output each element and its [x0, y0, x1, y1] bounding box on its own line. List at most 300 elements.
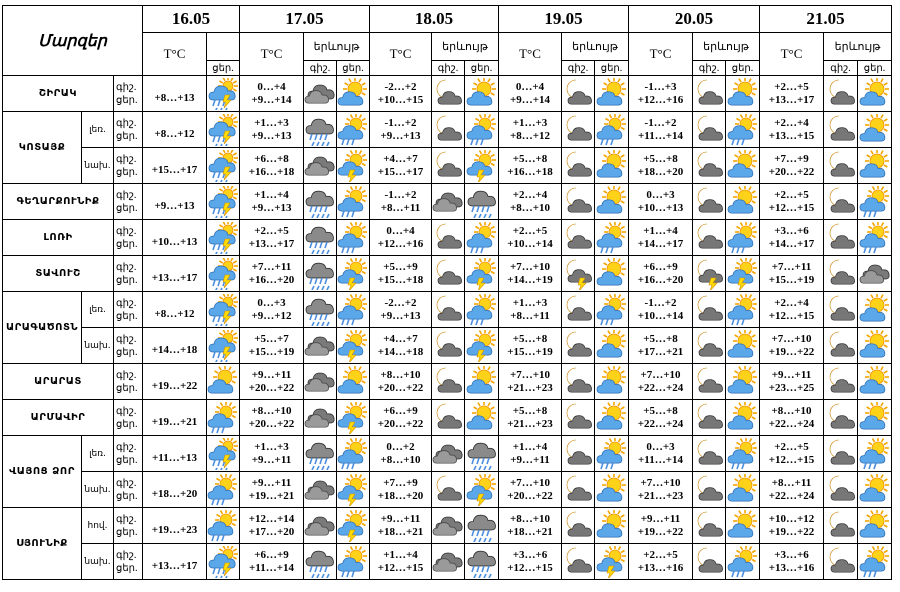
region-row: [3, 472, 892, 508]
sun-rain-icon: [207, 400, 240, 436]
day-temp: +22…+24: [637, 381, 684, 394]
region-name: ԿՈՏԱՅՔ: [3, 112, 82, 184]
moon-cloud-icon: [432, 112, 465, 148]
day-temp: +20…+22: [377, 381, 424, 394]
cloud-dark-icon: [304, 472, 337, 508]
temp-range: [499, 112, 562, 148]
region-row: [3, 364, 892, 400]
sun-cloud-icon: [726, 328, 760, 364]
day-label: ցեր.: [116, 490, 138, 502]
night-temp: +7…+10: [771, 332, 812, 345]
night-temp: +7…+10: [509, 260, 551, 273]
moon-cloud-icon: [562, 292, 595, 328]
day-temp: +21…+23: [507, 381, 553, 394]
day-label: ցեր.: [116, 382, 138, 394]
moon-cloud-icon: [562, 76, 595, 112]
temp-range: [370, 112, 432, 148]
night-temp: +6…+9: [383, 404, 418, 417]
temp-range: [629, 112, 693, 148]
region-row: [3, 256, 892, 292]
night-temp: -1…+2: [384, 188, 417, 201]
day-subheader: ցեր.: [858, 61, 892, 76]
day-temp: +17…+21: [637, 345, 684, 358]
night-label: գիշ.: [116, 297, 137, 309]
day-temp: +9…+11: [510, 453, 550, 466]
zone-label: նախ.: [82, 148, 114, 184]
day-temp: +11…+14: [638, 453, 683, 466]
moon-cloud-icon: [824, 184, 858, 220]
cloud-rain-icon: [465, 436, 499, 472]
night-subheader: գիշ.: [562, 61, 595, 76]
temp-range: [370, 436, 432, 472]
moon-cloud-icon: [693, 148, 726, 184]
temp-range: [629, 184, 693, 220]
sun-cloud-icon: [595, 328, 629, 364]
moon-cloud-icon: [824, 220, 858, 256]
day-temp: +22…+24: [768, 417, 815, 430]
rain-storm-icon: [207, 256, 240, 292]
night-temp: +9…+11: [251, 476, 292, 489]
night-label: գիշ.: [116, 549, 137, 561]
cloud-dark-icon: [432, 508, 465, 544]
temp-range: [629, 364, 693, 400]
cloud-rain-icon: [465, 184, 499, 220]
night-temp: -1…+2: [644, 116, 677, 129]
temp-range: [629, 148, 693, 184]
day1-temp: +19…+23: [143, 508, 207, 544]
temp-range: [760, 220, 824, 256]
moon-cloud-icon: [562, 112, 595, 148]
day-temp: +15…+19: [248, 345, 295, 358]
day-temp: +9…+12: [251, 309, 292, 322]
temp-range: [760, 328, 824, 364]
time-of-day: [114, 76, 143, 112]
day-label: ցեր.: [116, 418, 138, 430]
day-temp: +13…+15: [768, 129, 815, 142]
sun-rain-icon: [858, 544, 892, 580]
night-temp: 0…+3: [257, 296, 286, 309]
rain-storm-icon: [207, 220, 240, 256]
moon-cloud-icon: [562, 472, 595, 508]
day-temp: +19…+22: [768, 345, 815, 358]
sun-rain-icon: [207, 508, 240, 544]
temp-range: [240, 76, 304, 112]
night-temp: +2…+4: [512, 188, 548, 201]
night-temp: +7…+10: [509, 476, 551, 489]
day1-temp: +9…+13: [143, 184, 207, 220]
rain-storm-icon: [207, 544, 240, 580]
night-temp: 0…+4: [515, 80, 545, 93]
moon-cloud-icon: [432, 148, 465, 184]
sun-storm-icon: [465, 256, 499, 292]
night-temp: +8…+10: [509, 512, 551, 525]
temp-range: [370, 220, 432, 256]
moon-cloud-icon: [824, 472, 858, 508]
night-temp: +1…+3: [254, 440, 289, 453]
night-temp: +3…+6: [512, 548, 548, 561]
rain-storm-icon: [207, 184, 240, 220]
forecast-table: [2, 5, 892, 580]
night-temp: +4…+7: [383, 332, 418, 345]
sun-rain-icon: [465, 220, 499, 256]
day-temp: +10…+13: [637, 201, 684, 214]
sun-cloud-icon: [858, 148, 892, 184]
day-temp: +16…+20: [637, 273, 684, 286]
day-temp: +9…+13: [380, 309, 421, 322]
sun-storm-icon: [337, 328, 370, 364]
temp-range: [760, 364, 824, 400]
day-temp: +15…+19: [768, 273, 815, 286]
moon-cloud-icon: [824, 364, 858, 400]
region-row: [3, 292, 892, 328]
zone-label: լեռ.: [82, 436, 114, 472]
night-temp: +12…+14: [248, 512, 295, 525]
time-of-day: [114, 148, 143, 184]
night-temp: +1…+4: [512, 440, 548, 453]
moon-cloud-icon: [824, 328, 858, 364]
day-temp: +20…+22: [507, 489, 553, 502]
moon-cloud-icon: [562, 508, 595, 544]
sun-rain-icon: [337, 544, 370, 580]
temp-range: [240, 436, 304, 472]
night-temp: 0…+3: [646, 188, 675, 201]
time-of-day: [114, 256, 143, 292]
night-temp: +7…+11: [771, 260, 812, 273]
temp-range: [499, 544, 562, 580]
moon-cloud-icon: [432, 328, 465, 364]
time-of-day: [114, 292, 143, 328]
temp-range: [370, 508, 432, 544]
day-label: ցեր.: [116, 166, 138, 178]
temp-range: [240, 220, 304, 256]
day-temp: +15…+17: [377, 165, 424, 178]
region-row: [3, 508, 892, 544]
day-temp: +12…+15: [768, 201, 815, 214]
night-temp: +8…+10: [251, 404, 292, 417]
day-temp: +13…+17: [768, 93, 815, 106]
day-temp: +23…+25: [768, 381, 815, 394]
day-temp: +14…+18: [377, 345, 424, 358]
cloud-dark-icon: [304, 400, 337, 436]
moon-cloud-icon: [693, 112, 726, 148]
temp-column-header: T°C: [499, 33, 562, 76]
temp-range: [370, 256, 432, 292]
temp-range: [499, 220, 562, 256]
temp-range: [370, 328, 432, 364]
temp-column-header: T°C: [760, 33, 824, 76]
date-header: 17.05: [240, 6, 370, 33]
sun-cloud-icon: [726, 400, 760, 436]
day-temp: +12…+15: [768, 453, 815, 466]
day-temp: +10…+14: [637, 309, 684, 322]
day-label: ցեր.: [116, 130, 138, 142]
sun-cloud-icon: [595, 256, 629, 292]
night-temp: +2…+5: [774, 440, 809, 453]
day-temp: +13…+17: [248, 237, 295, 250]
temp-range: [499, 400, 562, 436]
night-subheader: գիշ.: [432, 61, 465, 76]
temp-range: [240, 328, 304, 364]
night-label: գիշ.: [116, 225, 137, 237]
region-row: [3, 436, 892, 472]
sun-rain-icon: [207, 472, 240, 508]
day-temp: +8…+12: [509, 129, 551, 142]
day-temp: +8…+11: [380, 201, 421, 214]
day1-temp: +11…+13: [143, 436, 207, 472]
sun-cloud-icon: [465, 400, 499, 436]
night-temp: +2…+5: [774, 188, 809, 201]
day-temp: +21…+23: [507, 417, 553, 430]
regions-header: Մարզեր: [3, 6, 143, 76]
day-temp: +20…+22: [377, 417, 424, 430]
date-header: 21.05: [760, 6, 892, 33]
day-label: ցեր.: [116, 526, 138, 538]
sun-rain-icon: [858, 184, 892, 220]
rain-storm-icon: [207, 328, 240, 364]
temp-range: [629, 256, 693, 292]
region-row: [3, 76, 892, 112]
temp-range: [629, 76, 693, 112]
day1-temp: +8…+12: [143, 292, 207, 328]
time-of-day: [114, 364, 143, 400]
moon-cloud-icon: [693, 76, 726, 112]
sun-rain-icon: [726, 220, 760, 256]
time-of-day: [114, 328, 143, 364]
day-label: ցեր.: [116, 310, 138, 322]
sun-storm-icon: [337, 256, 370, 292]
cloud-rain-icon: [304, 220, 337, 256]
night-temp: -2…+2: [384, 80, 417, 93]
region-row: [3, 400, 892, 436]
day1-temp: +8…+13: [143, 76, 207, 112]
sun-rain-icon: [465, 112, 499, 148]
night-temp: +2…+5: [512, 224, 548, 237]
moon-cloud-icon: [432, 292, 465, 328]
sun-rain-icon: [858, 436, 892, 472]
time-of-day: [114, 508, 143, 544]
day1-temp: +15…+17: [143, 148, 207, 184]
moon-cloud-icon: [562, 544, 595, 580]
zone-label: հով.: [82, 508, 114, 544]
temp-range: [240, 508, 304, 544]
day-temp: +8…+10: [509, 201, 551, 214]
moon-cloud-icon: [562, 220, 595, 256]
cloud-rain-icon: [304, 544, 337, 580]
cloud-rain-icon: [304, 112, 337, 148]
moon-cloud-icon: [432, 256, 465, 292]
time-of-day: [114, 400, 143, 436]
day-temp: +9…+11: [251, 453, 292, 466]
cloud-rain-icon: [304, 436, 337, 472]
region-row: [3, 184, 892, 220]
region-name: ՇԻՐԱԿ: [3, 76, 114, 112]
region-row: [3, 220, 892, 256]
night-temp: +2…+5: [774, 80, 809, 93]
cloud-dark-icon: [304, 148, 337, 184]
moon-cloud-icon: [824, 508, 858, 544]
night-temp: +1…+3: [512, 116, 548, 129]
moon-cloud-icon: [693, 508, 726, 544]
temp-range: [499, 364, 562, 400]
day-temp: +22…+24: [637, 417, 684, 430]
day-temp: +14…+17: [768, 237, 815, 250]
temp-range: [629, 472, 693, 508]
moon-cloud-icon: [693, 544, 726, 580]
moon-cloud-icon: [693, 400, 726, 436]
zone-label: լեռ.: [82, 112, 114, 148]
night-temp: +8…+10: [380, 368, 421, 381]
sun-rain-icon: [337, 112, 370, 148]
sun-cloud-icon: [465, 364, 499, 400]
temp-range: [760, 112, 824, 148]
zone-label: լեռ.: [82, 292, 114, 328]
sun-cloud-icon: [726, 472, 760, 508]
sun-storm-icon: [337, 508, 370, 544]
sun-cloud-icon: [726, 184, 760, 220]
sun-cloud-icon: [726, 76, 760, 112]
rain-storm-icon: [207, 292, 240, 328]
day-temp: +11…+14: [249, 561, 294, 574]
night-subheader: գիշ.: [304, 61, 337, 76]
day-temp: +12…+15: [377, 561, 424, 574]
moon-cloud-icon: [562, 148, 595, 184]
night-temp: 0…+2: [386, 440, 415, 453]
night-temp: +7…+11: [251, 260, 292, 273]
night-label: գիշ.: [116, 441, 137, 453]
night-subheader: գիշ.: [693, 61, 726, 76]
night-temp: +8…+11: [771, 476, 812, 489]
zone-label: նախ.: [82, 472, 114, 508]
day-subheader: ցեր.: [337, 61, 370, 76]
sun-cloud-icon: [595, 508, 629, 544]
region-row: [3, 544, 892, 580]
moon-cloud-icon: [824, 76, 858, 112]
sun-rain-icon: [726, 436, 760, 472]
night-temp: +5…+8: [512, 404, 548, 417]
date-header: 16.05: [143, 6, 240, 33]
moon-cloud-icon: [824, 256, 858, 292]
day-temp: +14…+17: [637, 237, 684, 250]
day-subheader: ցեր.: [465, 61, 499, 76]
temp-range: [240, 256, 304, 292]
day1-temp: +10…+13: [143, 220, 207, 256]
temp-range: [760, 148, 824, 184]
day1-temp: +14…+18: [143, 328, 207, 364]
sun-cloud-icon: [726, 364, 760, 400]
cloud-dark-icon: [304, 364, 337, 400]
night-temp: +5…+8: [512, 152, 548, 165]
night-temp: +7…+10: [509, 368, 551, 381]
moon-storm-icon: [562, 256, 595, 292]
day-temp: +19…+22: [768, 525, 815, 538]
night-temp: 0…+4: [257, 80, 286, 93]
sun-cloud-icon: [595, 472, 629, 508]
temp-range: [240, 292, 304, 328]
day1-temp: +19…+22: [143, 364, 207, 400]
zone-label: նախ.: [82, 544, 114, 580]
date-header: 19.05: [499, 6, 629, 33]
temp-column-header: T°C: [143, 33, 207, 76]
date-header: 20.05: [629, 6, 760, 33]
temp-range: [760, 184, 824, 220]
night-label: գիշ.: [116, 477, 137, 489]
sun-rain-icon: [726, 112, 760, 148]
temp-range: [370, 184, 432, 220]
day-temp: +16…+20: [248, 273, 295, 286]
night-temp: -1…+2: [644, 296, 677, 309]
temp-range: [240, 472, 304, 508]
blank-header-cell: [207, 33, 240, 61]
date-header: 18.05: [370, 6, 499, 33]
night-temp: +5…+9: [383, 260, 418, 273]
sun-rain-icon: [337, 292, 370, 328]
day-temp: +16…+18: [507, 165, 553, 178]
day-label: ցեր.: [116, 562, 138, 574]
temp-range: [499, 148, 562, 184]
day-subheader: ցեր.: [726, 61, 760, 76]
day-temp: +22…+24: [768, 489, 815, 502]
temp-range: [499, 472, 562, 508]
sun-cloud-icon: [595, 148, 629, 184]
night-label: գիշ.: [116, 513, 137, 525]
moon-cloud-icon: [824, 292, 858, 328]
day-temp: +19…+22: [637, 525, 684, 538]
time-of-day: [114, 220, 143, 256]
night-temp: -1…+2: [384, 116, 417, 129]
temp-range: [370, 76, 432, 112]
sun-rain-icon: [726, 292, 760, 328]
temp-range: [629, 328, 693, 364]
night-temp: -2…+2: [384, 296, 417, 309]
temp-range: [240, 400, 304, 436]
day-temp: +12…+15: [507, 561, 553, 574]
phenomenon-column-header: երևույթ: [562, 33, 629, 61]
night-temp: +9…+11: [771, 368, 812, 381]
day-label: ցեր.: [116, 94, 138, 106]
sun-rain-icon: [858, 220, 892, 256]
sun-rain-icon: [726, 544, 760, 580]
moon-cloud-icon: [562, 400, 595, 436]
day-subheader: ցեր.: [595, 61, 629, 76]
sun-storm-icon: [337, 148, 370, 184]
day-temp: +9…+13: [380, 129, 421, 142]
moon-cloud-icon: [432, 76, 465, 112]
sun-cloud-icon: [595, 400, 629, 436]
moon-cloud-icon: [562, 436, 595, 472]
moon-cloud-icon: [824, 112, 858, 148]
night-temp: +7…+9: [383, 476, 418, 489]
day-temp: +18…+21: [507, 525, 553, 538]
night-temp: +5…+8: [643, 332, 678, 345]
night-temp: +6…+9: [643, 260, 678, 273]
day-temp: +12…+15: [768, 309, 815, 322]
temp-range: [240, 148, 304, 184]
cloud-rain-icon: [304, 292, 337, 328]
moon-cloud-icon: [562, 364, 595, 400]
sun-rain-icon: [465, 292, 499, 328]
sun-cloud-icon: [726, 148, 760, 184]
sun-rain-icon: [337, 220, 370, 256]
sun-storm-icon: [465, 148, 499, 184]
night-label: գիշ.: [116, 81, 137, 93]
region-name: ԱՐԱԳԱԾՈՏՆ: [3, 292, 82, 364]
cloud-rain-icon: [304, 256, 337, 292]
sun-rain-icon: [595, 112, 629, 148]
cloud-rain-icon: [465, 544, 499, 580]
temp-range: [760, 400, 824, 436]
temp-range: [760, 292, 824, 328]
time-of-day: [114, 472, 143, 508]
